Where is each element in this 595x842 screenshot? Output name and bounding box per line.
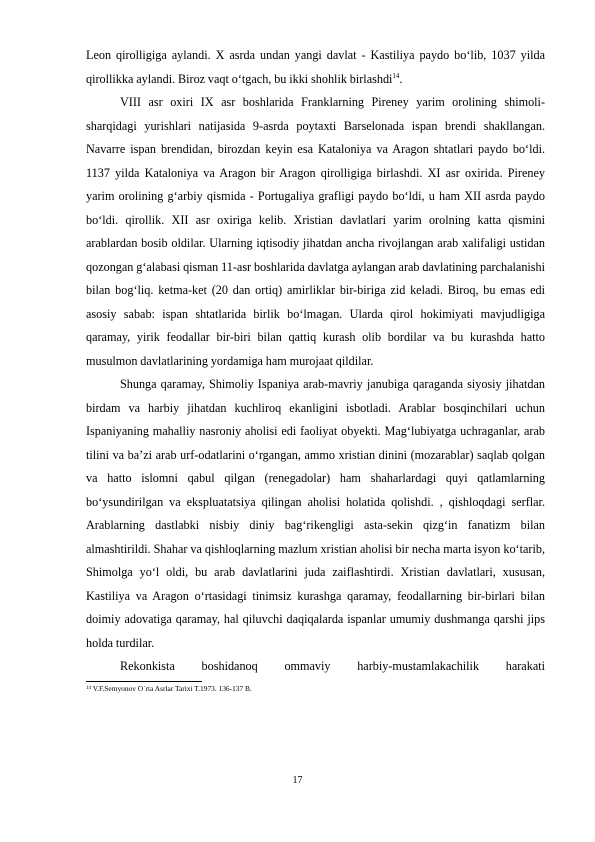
paragraph-1-text: Leon qirolligiga aylandi. X asrda undan yangi davlat - Kastiliya paydo bo‘lib, 1037 yilda qirollikka aylandi. Biroz vaqt o‘tgach, bu ikki shohlik birlashdi xyxy=(86,48,545,86)
paragraph-2: VIII asr oxiri IX asr boshlarida Franklarning Pireney yarim orolining shimoli-sharqidagi yurishlari natijasida 9-asrda poytaxti Barselonada ispan brendi shakllangan. Navarre ispan brendidan, birozdan keyin esa Kataloniya va Aragon shtatlari paydo bo‘ldi. 1137 yilda Kataloniya va Aragon bir Aragon qirolligiga birlashdi. XI asr oxirida. Pireney yarim orolining g‘arbiy qismida - Portugaliya grafligi paydo bo‘ldi, u ham XII asrda paydo bo‘ldi. qirollik. XII asr oxiriga kelib. Xristian davlatlari yarim orolning katta qismini arablardan bosib oldilar. Ularning iqtisodiy jihatdan ancha rivojlangan arab xalifaligi ustidan qozongan g‘alabasi qisman 11-asr boshlarida davlatga aylangan arab davlatining parchalanishi bilan bog‘liq. ketma-ket (20 dan ortiq) amirliklar bir-biriga zid keladi. Biroq, bu emas edi asosiy sabab: ispan shtatlarida birlik bo‘lmagan. Ularda qirol hokimiyati mavjudligiga qaramay, yirik feodallar bir-biri bilan qattiq kurash olib bordilar va bu kurashda hatto musulmon davlatlarining yordamiga ham murojaat qildilar. xyxy=(86,95,546,368)
paragraph-3: Shunga qaramay, Shimoliy Ispaniya arab-mavriy janubiga qaraganda siyosiy jihatdan birdam va harbiy jihatdan kuchliroq ekanligini isbotladi. Arablar bosqinchilari uchun Ispaniyaning mahalliy nasroniy aholisi edi faoliyat obyekti. Mag‘lubiyatga uchraganlar, arab tilini va ba’zi arab urf-odatlarini o‘rgangan, ammo xristian dinini (mozarablar) saqlab qolgan va hatto islomni qabul qilgan (renegadolar) ham shaharlardagi quyi qatlamlarning bo‘ysundirilgan va ekspluatatsiya qilingan aholisi holatida qolishdi. , qishloqdagi serflar. Arablarning dastlabki nisbiy diniy bag‘rikengligi asta-sekin qizg‘in fanatizm bilan almashtirildi. Shahar va qishloqlarning mazlum xristian aholisi bir necha marta isyon ko‘tarib, Shimolga yo‘l oldi, bu arab davlatlarini juda zaiflashtirdi. Xristian davlatlari, xususan, Kastiliya va Aragon o‘rtasidagi tinimsiz kurashga qaramay, feodallarning bir-birlari bilan doimiy adovatiga qaramay, hal qiluvchi daqiqalarda ispanlar umumiy dushmanga qarshi jips holda turdilar. xyxy=(86,377,545,650)
page-body xyxy=(86,44,545,694)
paragraph-1 xyxy=(86,44,545,91)
footnote-reference[interactable]: 14 xyxy=(392,71,400,80)
paragraph-1-end: . xyxy=(399,71,403,86)
footnote-divider xyxy=(86,681,202,682)
footnote xyxy=(86,683,545,694)
footnote-text: V.F.Semyonov O`rta Asrlar Tarixi T.1973. 136-137 B. xyxy=(91,683,252,693)
page-number: 17 xyxy=(292,775,303,786)
paragraph-4: Rekonkista boshidanoq ommaviy harbiy-mustamlakachilik harakati xyxy=(120,659,545,673)
footnote-number: 14 xyxy=(86,685,91,691)
